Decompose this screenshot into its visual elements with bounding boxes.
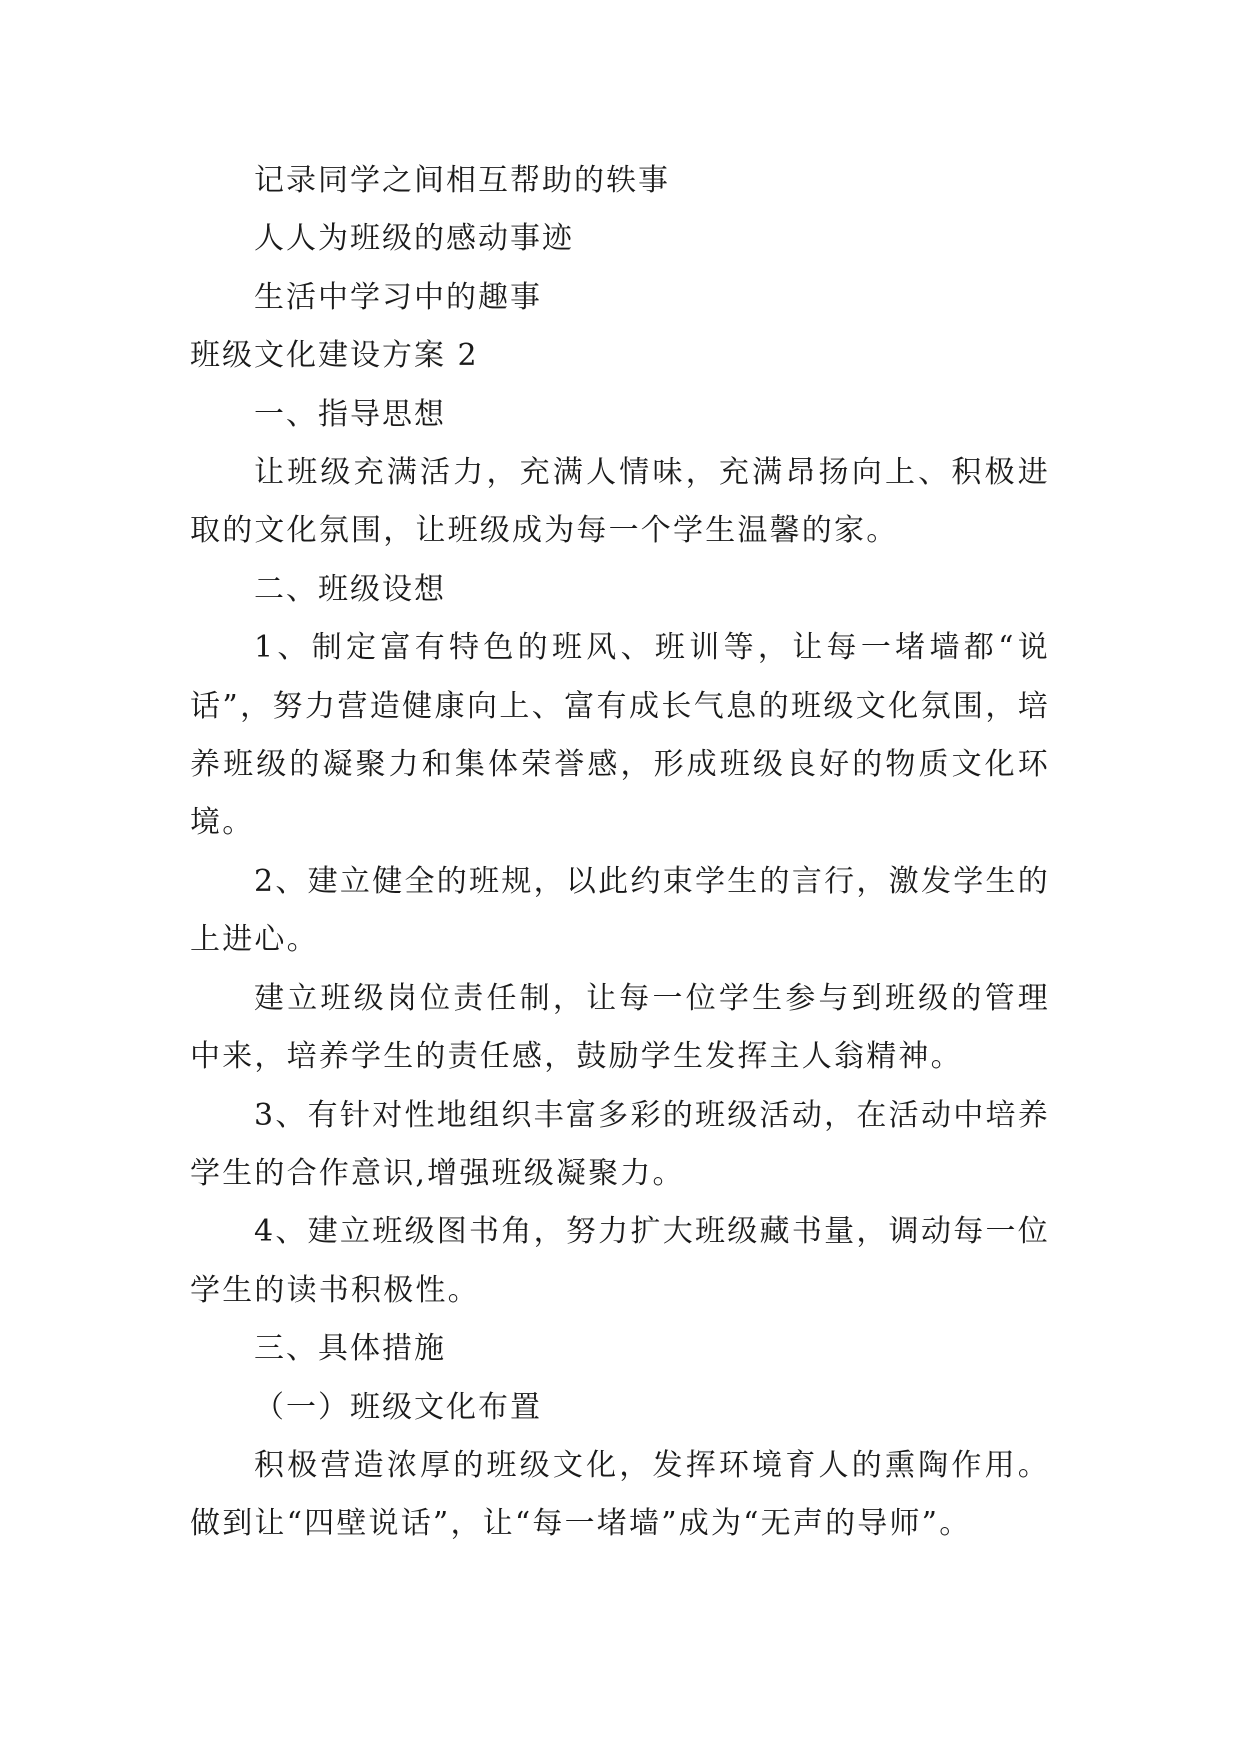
text-line-3: 生活中学习中的趣事 — [254, 279, 542, 315]
text-line-1: 记录同学之间相互帮助的轶事 — [254, 163, 670, 198]
section2-title: 二、班级设想 — [254, 571, 446, 607]
section3-paragraph: 积极营造浓厚的班级文化，发挥环境育人的熏陶作用。做到让“四壁说话”，让“每一堵墙”成为“无声的导师”。 — [190, 1447, 1050, 1542]
section3-subtitle: （一）班级文化布置 — [254, 1389, 542, 1425]
section2-item-5: 4、建立班级图书角，努力扩大班级藏书量，调动每一位学生的读书积极性。 — [190, 1214, 1050, 1308]
text-line-2: 人人为班级的感动事迹 — [254, 221, 574, 257]
section3-title: 三、具体措施 — [254, 1331, 446, 1367]
section1-paragraph: 让班级充满活力，充满人情味，充满昂扬向上、积极进取的文化氛围，让班级成为每一个学生温馨的家。 — [190, 455, 1050, 549]
section1-title: 一、指导思想 — [254, 396, 446, 432]
document-heading: 班级文化建设方案 2 — [190, 338, 479, 374]
section2-item-4: 3、有针对性地组织丰富多彩的班级活动，在活动中培养学生的合作意识,增强班级凝聚力。 — [190, 1097, 1050, 1191]
document-body — [190, 152, 1050, 1554]
section2-item-2: 2、建立健全的班规，以此约束学生的言行，激发学生的上进心。 — [190, 863, 1050, 958]
section2-item-1: 1、制定富有特色的班风、班训等，让每一堵墙都“说话”，努力营造健康向上、富有成长气息的班级文化氛围，培养班级的凝聚力和集体荣誉感，形成班级良好的物质文化环境。 — [190, 630, 1050, 841]
section2-item-3: 建立班级岗位责任制，让每一位学生参与到班级的管理中来，培养学生的责任感，鼓励学生发挥主人翁精神。 — [190, 980, 1050, 1075]
